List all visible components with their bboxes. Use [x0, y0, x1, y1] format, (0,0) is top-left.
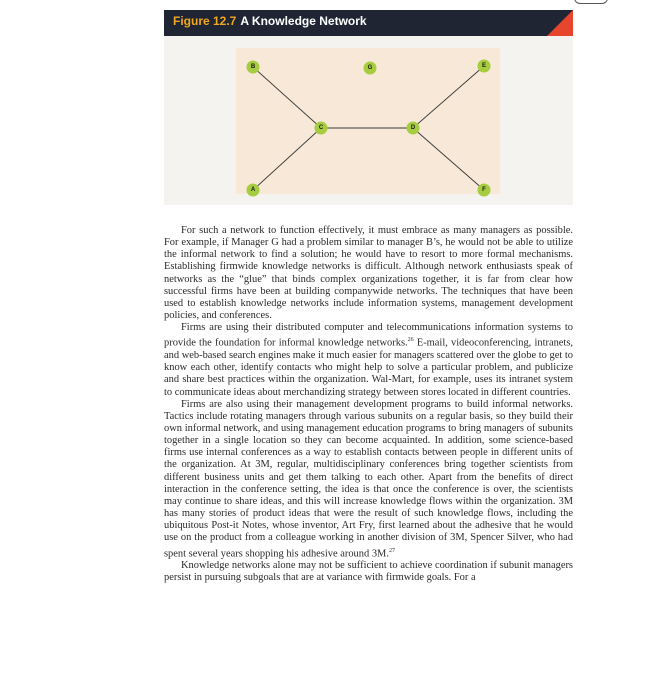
body-text — [164, 225, 573, 585]
node-c — [315, 122, 328, 135]
paragraph-3-text: Firms are also using their management development programs to build informal networks. Tactics include rotating managers through various subunits on a regular basis, so they build their own informal network, and using management education programs to bring managers of subunits together in a single location so they can become acquainted. In addition, some science-based firms use internal conferences as a way to establish contacts between people in different units of the organization. At 3M, regular, multidisciplinary conferences bring together scientists from different business units and get them talking to each other. Apart from the benefits of direct interaction in the conference setting, the idea is that once the conference is over, the scientists may continue to share ideas, and this will increase knowledge flows within the organization. 3M has many stories of product ideas that were the result of such knowledge flows, including the ubiquitous Post-it Notes, whose inventor, Art Fry, first learned about the adhesive that he would use on the product from a colleague working in another division of 3M, Spencer Silver, who had spent several years shopping his adhesive around 3M. — [164, 398, 573, 560]
node-e — [478, 60, 491, 73]
node-b — [247, 61, 260, 74]
node-d — [407, 122, 420, 135]
paragraph-1: For such a network to function effectively, it must embrace as many managers as possible. For example, if Manager G had a problem similar to manager B’s, he would not be able to utilize the informal network to find a solution; he would have to resort to more formal mechanisms. Establishing firmwide knowledge networks is difficult. Although network enthusiasts speak of networks as the “glue” that binds complex organizations together, it is far from clear how successful firms have been at building companywide networks. The techniques that have been used to establish knowledge networks include information systems, management development policies, and conferences. — [164, 225, 573, 322]
footnote-ref-26: 26 — [407, 337, 414, 344]
paragraph-2-part-2: E-mail, videoconferencing, intranets, and web-based search engines make it much easier for managers scattered over the globe to get to know each other, identify contacts who might help to solve a particular problem, and publicize and share best practices within the organization. Wal-Mart, for example, uses its intranet system to communicate ideas about merchandizing strategy between stores located in different countries. — [164, 337, 573, 398]
figure-number: Figure 12.7 — [173, 14, 237, 28]
paragraph-4: Knowledge networks alone may not be sufficient to achieve coordination if subunit managers persist in pursuing subgoals that are at variance with firmwide goals. For a — [164, 560, 573, 584]
figure-header — [164, 10, 573, 36]
node-a-label: A — [250, 187, 256, 193]
node-d-label: D — [410, 125, 416, 131]
paragraph-2 — [164, 322, 573, 398]
node-a — [247, 184, 260, 197]
network-diagram — [164, 36, 573, 205]
paragraph-3 — [164, 399, 573, 561]
footnote-ref-27: 27 — [388, 547, 395, 554]
node-g-label: G — [367, 65, 373, 71]
node-b-label: B — [250, 64, 256, 70]
corner-tab — [574, 0, 608, 4]
figure-title: A Knowledge Network — [240, 14, 367, 28]
figure-knowledge-network — [164, 10, 573, 205]
figure-caption — [173, 14, 367, 28]
node-f — [478, 184, 491, 197]
node-g — [364, 62, 377, 75]
node-f-label: F — [482, 187, 486, 193]
node-e-label: E — [481, 63, 487, 69]
paragraph-2-part-1: Firms are using their distributed computer and telecommunications information systems to provide the foundation for informal knowledge networks. — [164, 322, 573, 349]
node-c-label: C — [318, 125, 324, 131]
header-accent-triangle — [547, 10, 573, 36]
